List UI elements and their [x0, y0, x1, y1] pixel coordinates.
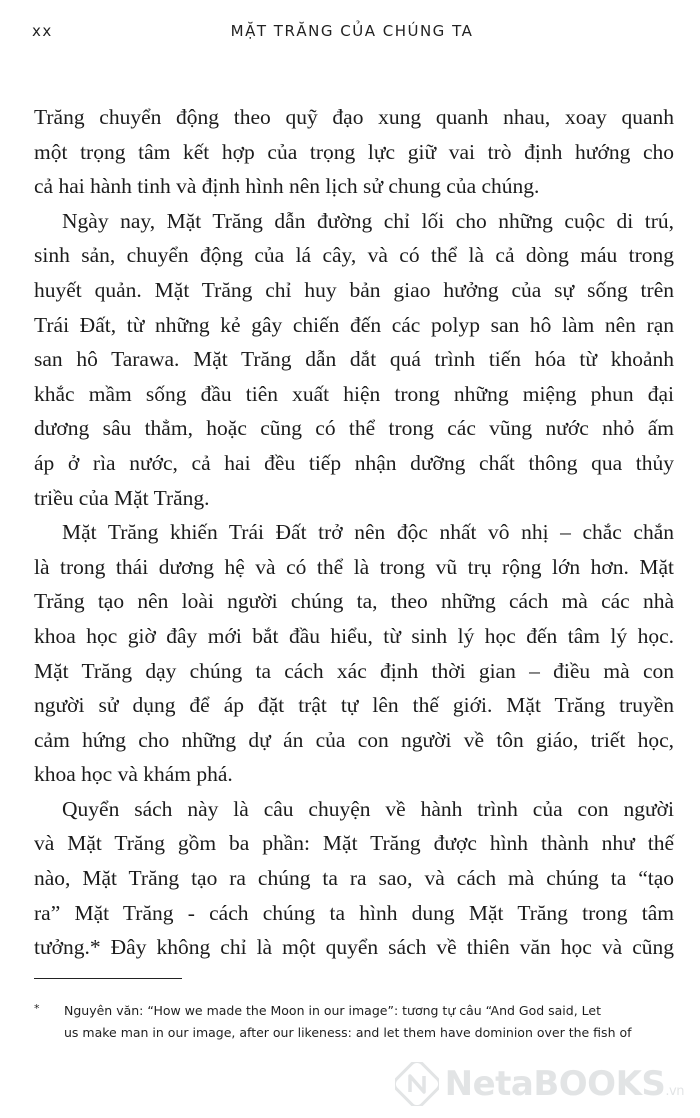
- text-line: là trong thái dương hệ và có thể là trong vũ trụ rộng lớn hơn. Mặt: [34, 554, 674, 579]
- footnote: [34, 1000, 674, 1044]
- text-line: san hô Tarawa. Mặt Trăng dẫn dắt quá trình tiến hóa từ khoảnh: [34, 347, 674, 372]
- paragraph: [34, 204, 674, 515]
- text-line: Trăng chuyển động theo quỹ đạo xung quanh nhau, xoay quanh: [34, 105, 674, 129]
- watermark-suffix: .vn: [665, 1084, 684, 1099]
- footnote-line: us make man in our image, after our likeness: and let them have dominion over the fish of: [64, 1025, 632, 1040]
- body-text: [34, 100, 674, 965]
- footnote-divider: [34, 978, 182, 979]
- text-line: Mặt Trăng dạy chúng ta cách xác định thời gian – điều mà con: [34, 658, 674, 683]
- text-line: và Mặt Trăng gồm ba phần: Mặt Trăng được hình thành như thế: [34, 831, 674, 856]
- text-line: sinh sản, chuyển động của lá cây, và có thể là cả dòng máu trong: [34, 243, 674, 268]
- text-line: tưởng.* Đây không chỉ là một quyển sách về thiên văn học và cũng: [34, 935, 674, 960]
- text-line: khoa học và khám phá.: [34, 762, 233, 787]
- watermark-text: NetaBOOKS.vn: [444, 1064, 684, 1104]
- text-line: người sử dụng để áp đặt trật tự lên thế giới. Mặt Trăng truyền: [34, 693, 674, 718]
- text-line: cảm hứng cho những dự án của con người về tôn giáo, triết học,: [34, 727, 674, 752]
- paragraph: [34, 792, 674, 965]
- footnote-line: Nguyên văn: “How we made the Moon in our image”: tương tự câu “And God said, Let: [64, 1003, 601, 1018]
- watermark: [395, 1062, 684, 1106]
- text-line: khắc mầm sống đầu tiên xuất hiện trong những miệng phun đại: [34, 381, 674, 406]
- running-header: [32, 22, 672, 46]
- running-title: MẶT TRĂNG CỦA CHÚNG TA: [230, 22, 474, 40]
- text-line: một trọng tâm kết hợp của trọng lực giữ vai trò định hướng cho: [34, 139, 674, 164]
- text-line: dương sâu thẳm, hoặc cũng có thể trong các vũng nước nhỏ ấm: [34, 416, 674, 441]
- paragraph: [34, 100, 674, 204]
- text-line: Mặt Trăng khiến Trái Đất trở nên độc nhất vô nhị – chắc chắn: [62, 520, 674, 545]
- text-line: cả hai hành tinh và định hình nên lịch sử chung của chúng.: [34, 174, 540, 199]
- paragraph: [34, 515, 674, 792]
- text-line: Quyển sách này là câu chuyện về hành trình của con người: [62, 796, 674, 821]
- text-line: Trái Đất, từ những kẻ gây chiến đến các polyp san hô làm nên rạn: [34, 312, 674, 337]
- text-line: khoa học giờ đây mới bắt đầu hiểu, từ sinh lý học đến tâm lý học.: [34, 623, 674, 648]
- text-line: ra” Mặt Trăng - cách chúng ta hình dung Mặt Trăng trong tâm: [34, 900, 674, 925]
- footnote-marker: *: [34, 1002, 40, 1015]
- netabooks-logo-icon: [395, 1062, 439, 1106]
- page-number: xx: [32, 22, 53, 40]
- text-line: huyết quản. Mặt Trăng chỉ huy bản giao hưởng của sự sống trên: [34, 277, 674, 302]
- text-line: nào, Mặt Trăng tạo ra chúng ta ra sao, và cách mà chúng ta “tạo: [34, 866, 674, 891]
- text-line: triều của Mặt Trăng.: [34, 485, 210, 510]
- text-line: Trăng tạo nên loài người chúng ta, theo những cách mà các nhà: [34, 589, 674, 614]
- text-line: Ngày nay, Mặt Trăng dẫn đường chỉ lối cho những cuộc di trú,: [62, 208, 674, 233]
- text-line: áp ở rìa nước, cả hai đều tiếp nhận dưỡng chất thông qua thủy: [34, 450, 674, 475]
